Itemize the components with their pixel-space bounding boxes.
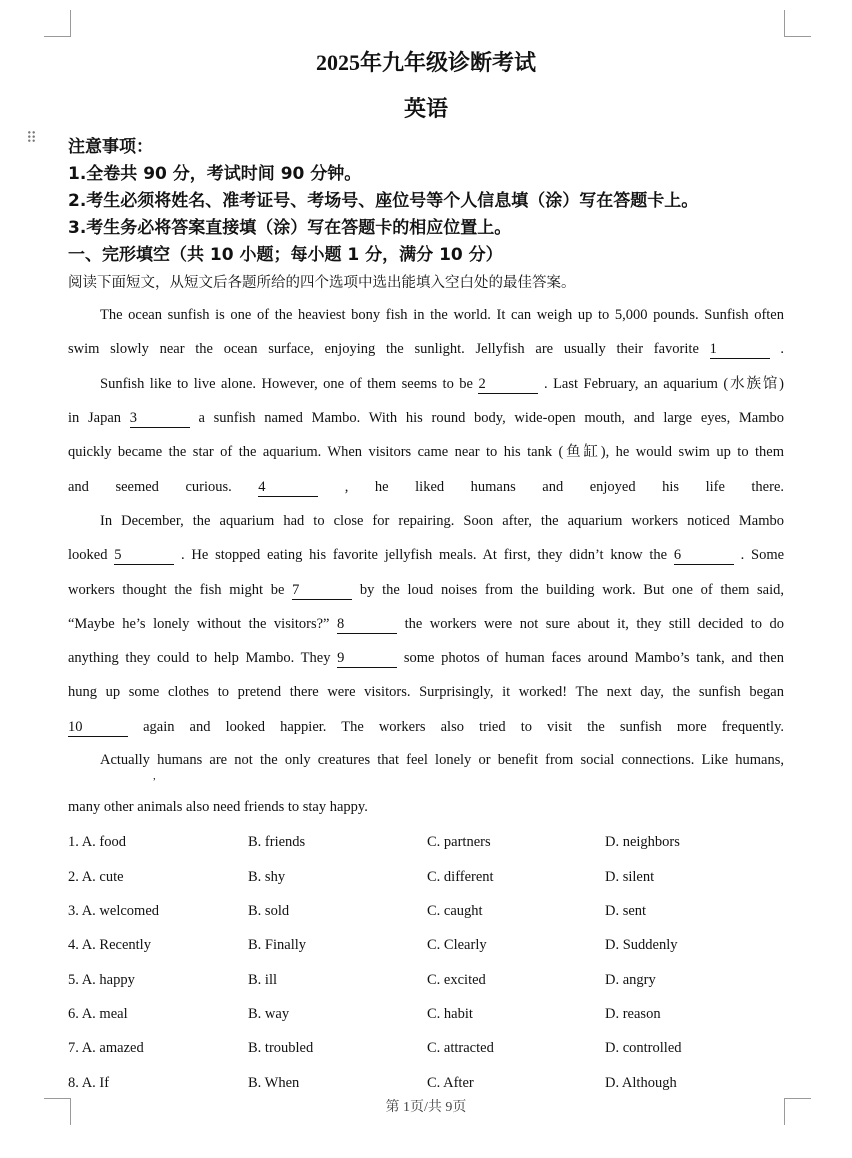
answer-blank: 7 (292, 583, 352, 600)
option-choice: C. After (427, 1075, 474, 1091)
crop-mark-top-left (44, 10, 71, 37)
notice-heading: 注意事项： (68, 137, 153, 157)
stray-comma: , (153, 770, 156, 782)
passage-text: . He stopped eating his favorite jellyfish meals. At first, they didn’t know the (181, 547, 668, 563)
section-instruction: 阅读下面短文，从短文后各题所给的四个选项中选出能填入空白处的最佳答案。 (68, 275, 576, 291)
passage-line (68, 720, 784, 737)
passage-text: in Japan (68, 410, 122, 426)
passage-line (68, 651, 784, 668)
passage-text: The ocean sunfish is one of the heaviest bony fish in the world. It can weigh up to 5,000 pounds. Sunfish often (100, 307, 784, 323)
passage-text: some photos of human faces around Mambo’s tank, and then (403, 650, 784, 666)
option-choice: B. Finally (248, 937, 307, 953)
notice-item-3: 3.考生务必将答案直接填（涂）写在答题卡的相应位置上。 (68, 218, 512, 238)
option-choice: 7. A. amazed (68, 1040, 144, 1056)
passage-text: In December, the aquarium had to close for repairing. Soon after, the aquarium workers noticed Mambo (100, 513, 784, 529)
passage-text: “Maybe he’s lonely without the visitors?” (68, 616, 330, 632)
option-choice: C. excited (427, 972, 486, 988)
answer-blank: 1 (710, 342, 770, 359)
passage-text: a sunfish named Mambo. With his round body, wide-open mouth, and large eyes, Mambo (198, 410, 785, 426)
option-choice: 8. A. If (68, 1075, 110, 1091)
option-choice: 5. A. happy (68, 972, 135, 988)
passage-line (68, 548, 784, 565)
answer-blank: 4 (258, 480, 318, 497)
option-choice: D. reason (605, 1006, 661, 1022)
option-choice: C. partners (427, 834, 491, 850)
option-choice: B. When (248, 1075, 300, 1091)
option-choice: D. silent (605, 869, 655, 885)
passage-text: by the loud noises from the building work. But one of them said, (359, 582, 785, 598)
option-choice: D. angry (605, 972, 656, 988)
passage-text: hung up some clothes to pretend there were visitors. Surprisingly, it worked! The next day, the sunfish began (68, 684, 784, 700)
option-choice: D. neighbors (605, 834, 680, 850)
passage-text: looked (68, 547, 108, 563)
exam-title: 2025年九年级诊断考试 (315, 50, 536, 75)
option-choice: B. sold (248, 903, 290, 919)
option-choice: C. caught (427, 903, 483, 919)
passage-text: the workers were not sure about it, they still decided to do (404, 616, 785, 632)
passage-text: . (780, 341, 785, 357)
option-choice: B. troubled (248, 1040, 314, 1056)
passage-line (68, 685, 784, 700)
passage-text: workers thought the fish might be (68, 582, 285, 598)
passage-text: . Some (740, 547, 785, 563)
passage-line (100, 514, 784, 529)
option-choice: B. way (248, 1006, 290, 1022)
passage-text: . Last February, an aquarium (水族馆) (543, 376, 785, 392)
answer-blank: 10 (68, 720, 128, 737)
passage-line (68, 342, 784, 359)
passage-text: anything they could to help Mambo. They (68, 650, 331, 666)
passage-text: , he liked humans and enjoyed his life there. (344, 479, 785, 495)
passage-line (68, 411, 784, 428)
option-choice: C. attracted (427, 1040, 494, 1056)
crop-mark-top-right (784, 10, 811, 37)
passage-line (68, 800, 784, 815)
option-choice: D. Suddenly (605, 937, 678, 953)
option-choice: D. controlled (605, 1040, 682, 1056)
passage-line (68, 617, 784, 634)
passage-text: Actually (100, 752, 150, 768)
answer-blank: 9 (337, 651, 397, 668)
passage-line (100, 377, 784, 394)
passage-line (100, 308, 784, 323)
option-choice: 6. A. meal (68, 1006, 128, 1022)
answer-blank: 3 (130, 411, 190, 428)
passage-line (68, 480, 784, 497)
option-choice: C. Clearly (427, 937, 487, 953)
option-choice: B. friends (248, 834, 306, 850)
passage-text: and seemed curious. (68, 479, 232, 495)
exam-subject: 英语 (403, 96, 448, 121)
option-choice: B. shy (248, 869, 286, 885)
option-choice: C. different (427, 869, 494, 885)
option-choice: B. ill (248, 972, 278, 988)
option-choice: 1. A. food (68, 834, 126, 850)
page-footer: 第 1页/共 9页 (385, 1100, 467, 1115)
option-choice: 2. A. cute (68, 869, 124, 885)
passage-text: swim slowly near the ocean surface, enjoying the sunlight. Jellyfish are usually their favorite (68, 341, 699, 357)
option-choice: D. sent (605, 903, 647, 919)
section-heading: 一、完形填空（共 10 小题；每小题 1 分，满分 10 分） (68, 245, 503, 265)
answer-blank: 5 (114, 548, 174, 565)
passage-line (68, 583, 784, 600)
answer-blank: 2 (478, 377, 538, 394)
passage-line (100, 753, 784, 768)
passage-line (68, 445, 784, 460)
notice-item-1: 1.全卷共 90 分，考试时间 90 分钟。 (68, 164, 362, 184)
answer-blank: 6 (674, 548, 734, 565)
passage-text: quickly became the star of the aquarium. When visitors came near to his tank (鱼缸), he would swim up to them (68, 444, 784, 460)
passage-text: again and looked happier. The workers also tried to visit the sunfish more frequently. (143, 719, 784, 735)
passage-text: many other animals also need friends to stay happy. (68, 799, 368, 815)
passage-text: Sunfish like to live alone. However, one of them seems to be (100, 376, 473, 392)
option-choice: 3. A. welcomed (68, 903, 160, 919)
option-choice: C. habit (427, 1006, 473, 1022)
option-choice: 4. A. Recently (68, 937, 151, 953)
drag-handle-icon[interactable]: ⠿ (26, 131, 36, 147)
answer-blank: 8 (337, 617, 397, 634)
notice-item-2: 2.考生必须将姓名、准考证号、考场号、座位号等个人信息填（涂）写在答题卡上。 (68, 191, 699, 211)
option-choice: D. Although (605, 1075, 677, 1091)
passage-text: humans are not the only creatures that feel lonely or benefit from social connections. Like humans, (157, 752, 784, 768)
